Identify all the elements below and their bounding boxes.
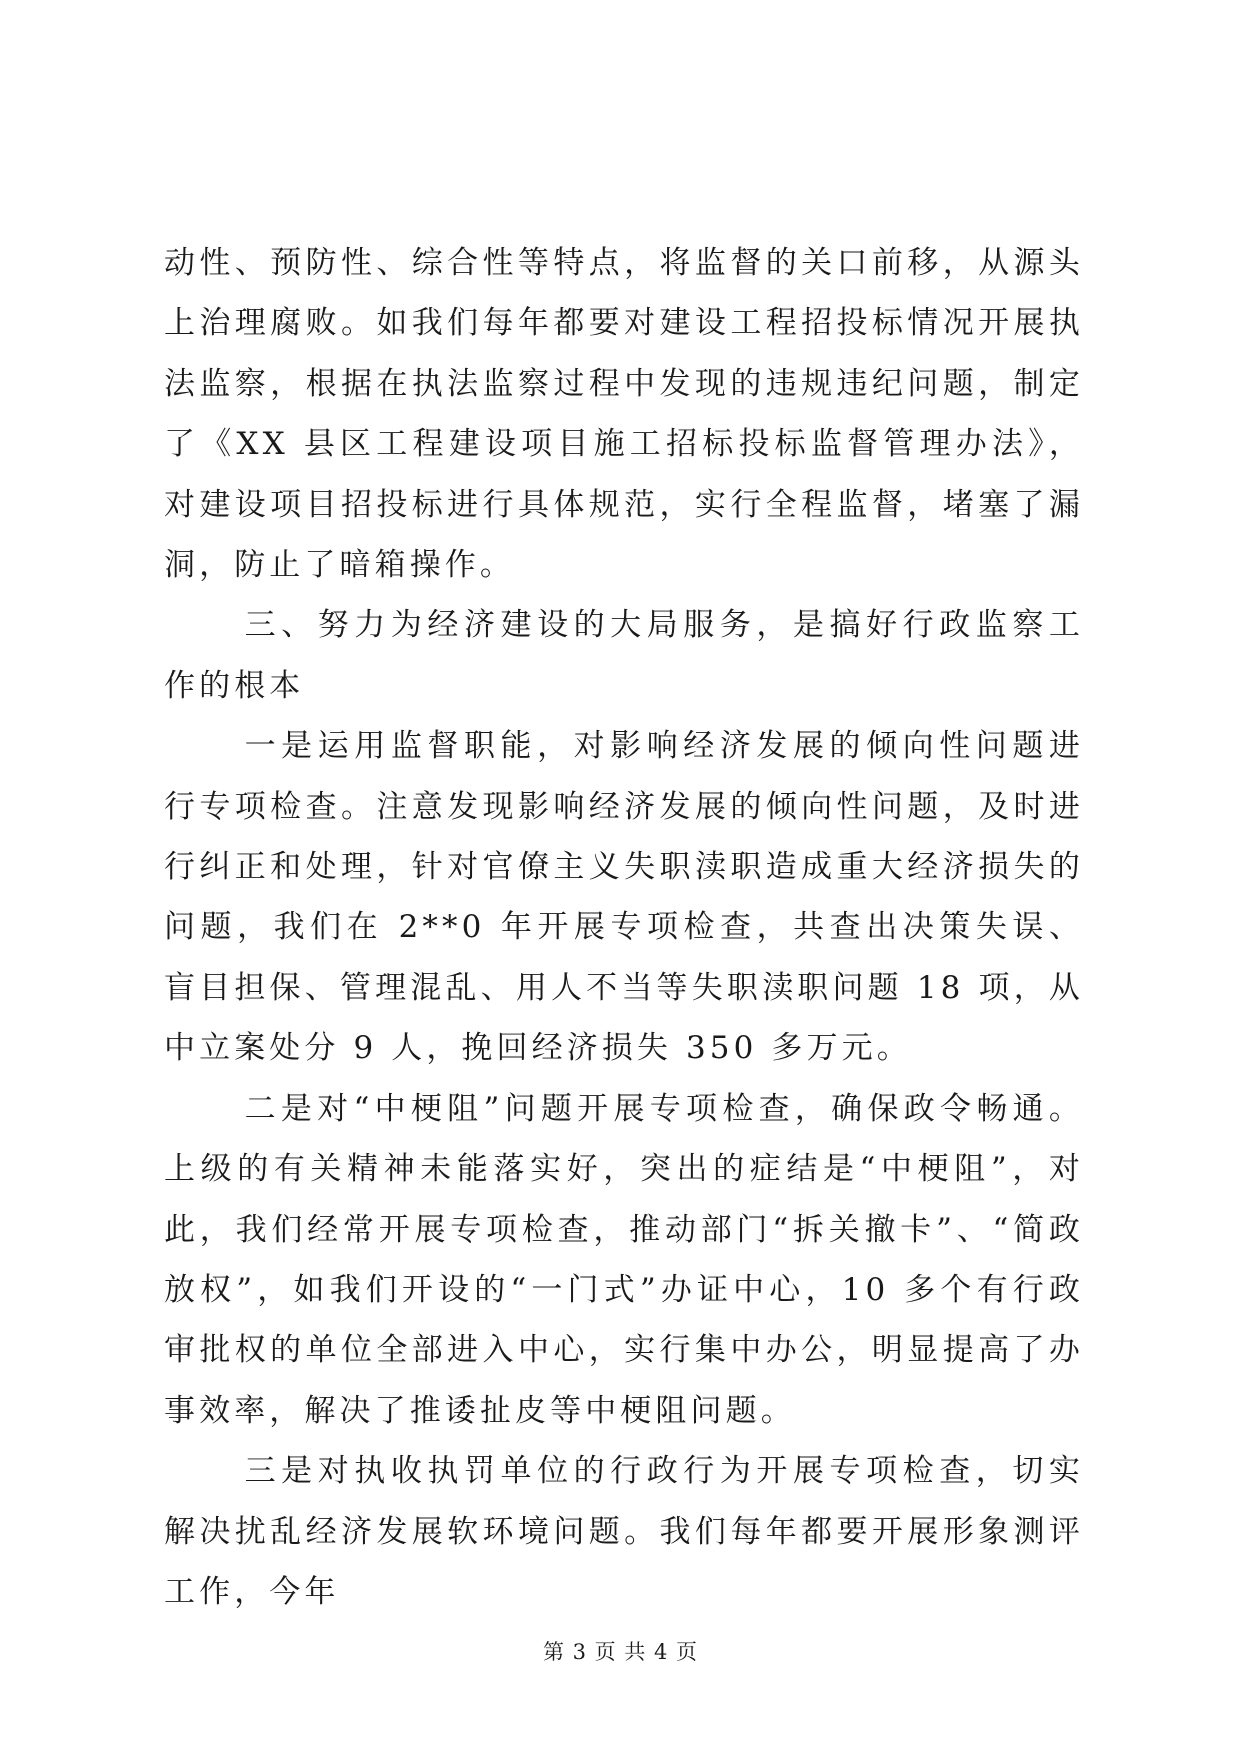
paragraph-point-3: 三是对执收执罚单位的行政行为开展专项检查，切实解决扰乱经济发展软环境问题。我们每年都要开展形象测评工作，今年 [164,1453,1084,1610]
paragraph-point-1: 一是运用监督职能，对影响经济发展的倾向性问题进行专项检查。注意发现影响经济发展的倾向性问题，及时进行纠正和处理，针对官僚主义失职渎职造成重大经济损失的问题，我们在 2**0 年开展专项检查，共查出决策失误、盲目担保、管理混乱、用人不当等失职渎职问题 18 项，从中立案处分 9 人，挽回经济损失 350 多万元。 [164,728,1084,1067]
section-heading-3: 三、努力为经济建设的大局服务，是搞好行政监察工作的根本 [164,607,1084,704]
paragraph-point-2: 二是对“中梗阻”问题开展专项检查，确保政令畅通。上级的有关精神未能落实好，突出的症结是“中梗阻”，对此，我们经常开展专项检查，推动部门“拆关撤卡”、“简政放权”，如我们开设的“一门式”办证中心，10 多个有行政审批权的单位全部进入中心，实行集中办公，明显提高了办事效率，解决了推诿扯皮等中梗阻问题。 [164,1090,1084,1429]
page-footer: 第 3 页 共 4 页 [542,1640,699,1664]
document-body [164,233,1084,1622]
paragraph-continuation: 动性、预防性、综合性等特点，将监督的关口前移，从源头上治理腐败。如我们每年都要对建设工程招投标情况开展执法监察，根据在执法监察过程中发现的违规违纪问题，制定了《XX 县区工程建设项目施工招标投标监督管理办法》，对建设项目招投标进行具体规范，实行全程监督，堵塞了漏洞，防止了暗箱操作。 [164,245,1084,584]
